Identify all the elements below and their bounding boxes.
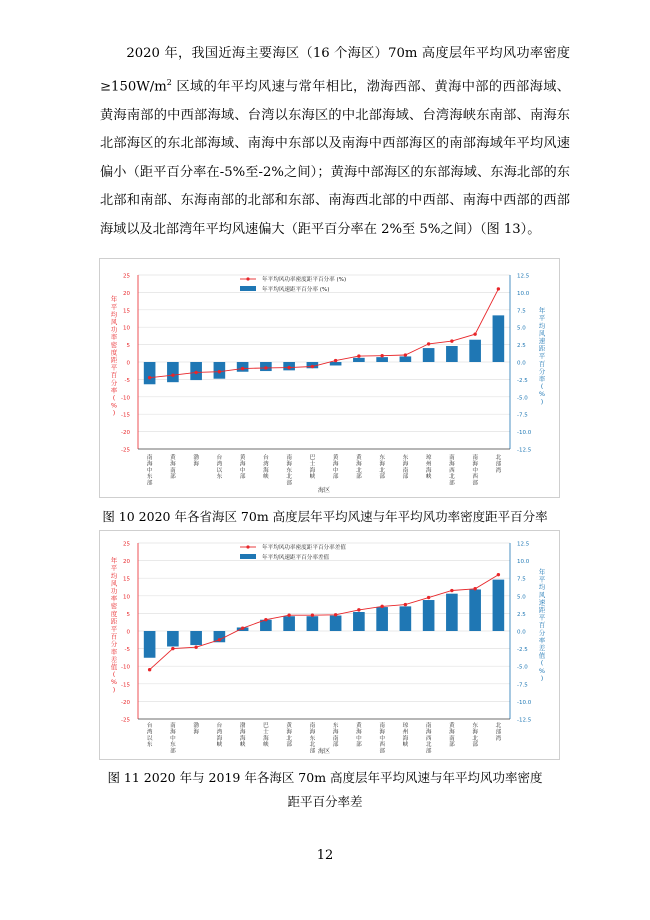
category-label: 黄海中部 xyxy=(356,723,362,749)
left-tick-label: 15 xyxy=(123,576,130,583)
category-label: 南海中东部 xyxy=(146,455,153,487)
bar xyxy=(400,356,412,362)
right-tick-label: 2.5 xyxy=(517,343,526,350)
left-tick-label: -10 xyxy=(121,664,130,671)
category-label: 黄海南部 xyxy=(449,723,455,749)
line-point xyxy=(171,374,174,377)
category-label: 北部湾 xyxy=(495,723,502,742)
category-label: 琼州海峡 xyxy=(402,723,409,749)
line-point xyxy=(311,613,314,616)
legend-line-marker xyxy=(246,545,249,548)
left-tick-label: 5 xyxy=(126,611,130,618)
figure-10-chart xyxy=(99,258,560,498)
right-tick-label: -5.0 xyxy=(517,664,528,671)
right-tick-label: 2.5 xyxy=(517,611,526,618)
line-point xyxy=(450,589,453,592)
right-tick-label: -10.0 xyxy=(517,699,532,706)
line-point xyxy=(194,645,197,648)
left-tick-label: 25 xyxy=(123,273,130,280)
left-tick-label: -25 xyxy=(121,717,130,724)
line-point xyxy=(404,353,407,356)
line-point xyxy=(497,287,500,290)
category-label: 台湾海峡 xyxy=(263,455,269,481)
line-point xyxy=(264,618,267,621)
legend-label: 年平均风功率密度距平百分率 (%) xyxy=(262,277,347,283)
legend-line-marker xyxy=(246,277,249,280)
bar xyxy=(144,631,156,658)
left-tick-label: -20 xyxy=(121,430,130,437)
left-tick-label: -15 xyxy=(121,412,130,419)
category-label: 黄海中部 xyxy=(332,455,339,481)
category-label: 南海中西部 xyxy=(472,455,478,487)
right-tick-label: -2.5 xyxy=(517,377,528,384)
right-tick-label: -7.5 xyxy=(517,682,528,689)
left-tick-label: -5 xyxy=(124,377,130,384)
figure-10-caption: 图 10 2020 年各省海区 70m 高度层年平均风速与年平均风功率密度距平百分率 xyxy=(102,509,548,524)
line-point xyxy=(311,365,314,368)
bar xyxy=(144,362,156,384)
bar xyxy=(353,612,365,631)
right-tick-label: -2.5 xyxy=(517,647,528,654)
line-point xyxy=(241,367,244,370)
left-tick-label: -15 xyxy=(121,682,130,689)
paragraph-text-b: 区域的年平均风速与常年相比，渤海西部、黄海中部的西部海域、黄海南部的中西部海域、台湾以东海区的中北部海域、台湾海峡东南部、南海东北部海区的东北部海域、南海中东部以及南海中西部海区的南部海域年平均风速偏小（距平百分率在-5%至-2%之间）；黄海中部海区的东部海域、东海北部的东北部和南部、东海南部的北部和东部、南海西北部的中西部、南海中西部的西部海域以及北部湾年平均风速偏大（距平百分率在 2%至 5%之间）（图 13）。 xyxy=(100,78,570,237)
category-label: 台湾以东 xyxy=(216,455,223,481)
left-tick-label: 25 xyxy=(123,541,130,548)
category-label: 台湾海峡 xyxy=(216,723,223,749)
line-point xyxy=(194,371,197,374)
category-label: 东海南部 xyxy=(332,723,339,749)
category-label: 巴士海峡 xyxy=(309,455,316,481)
figure-11-svg xyxy=(100,531,559,759)
right-tick-label: 10.0 xyxy=(517,559,530,566)
legend-bar-swatch xyxy=(240,286,256,291)
line-point xyxy=(473,587,476,590)
right-tick-label: 12.5 xyxy=(517,273,530,280)
legend-label: 年平均风速距平百分率 (%) xyxy=(262,287,330,293)
right-tick-label: 10.0 xyxy=(517,290,530,297)
line-point xyxy=(497,573,500,576)
right-tick-label: 0.0 xyxy=(517,360,526,367)
figure-11-chart xyxy=(99,530,560,760)
category-label: 渤海 xyxy=(193,723,199,736)
right-tick-label: -5.0 xyxy=(517,395,528,402)
left-tick-label: 0 xyxy=(126,629,130,636)
line-point xyxy=(473,332,476,335)
bar xyxy=(330,362,342,365)
line-point xyxy=(334,613,337,616)
legend-bar-swatch xyxy=(240,554,256,559)
left-axis-title: 年平均风功率密度距平百分率( % ) xyxy=(110,295,118,418)
line-point xyxy=(357,608,360,611)
right-tick-label: 12.5 xyxy=(517,541,530,548)
page-number: 12 xyxy=(316,848,334,863)
right-tick-label: -12.5 xyxy=(517,717,532,724)
line-point xyxy=(404,603,407,606)
line-point xyxy=(357,354,360,357)
category-label: 南海东北部 xyxy=(309,723,316,755)
line-point xyxy=(218,638,221,641)
line-point xyxy=(450,339,453,342)
category-label: 渤海 xyxy=(193,455,199,468)
line-point xyxy=(380,605,383,608)
category-label: 东海北部 xyxy=(379,455,385,481)
category-label: 南海西北部 xyxy=(449,455,455,487)
left-tick-label: -25 xyxy=(121,447,130,454)
category-label: 东海南部 xyxy=(402,455,409,481)
line-point xyxy=(334,359,337,362)
bar xyxy=(423,348,435,362)
left-tick-label: -5 xyxy=(124,647,130,654)
category-label: 巴士海峡 xyxy=(263,723,269,749)
category-label: 黄海北部 xyxy=(356,455,362,481)
right-tick-label: -12.5 xyxy=(517,447,532,454)
left-tick-label: 10 xyxy=(123,594,130,601)
category-label: 南海西北部 xyxy=(425,723,432,755)
category-label: 黄海南部 xyxy=(170,455,176,481)
left-tick-label: 10 xyxy=(123,325,130,332)
right-axis-title: 年平均风速距平百分率( % ) xyxy=(538,306,546,406)
category-label: 琼州海峡 xyxy=(425,455,432,481)
legend-label: 年平均风功率密度距平百分率差值 xyxy=(262,545,346,551)
category-label: 北部湾 xyxy=(495,455,502,474)
right-tick-label: -7.5 xyxy=(517,412,528,419)
right-tick-label: 7.5 xyxy=(517,308,526,315)
bar xyxy=(330,616,342,631)
bar xyxy=(376,607,388,631)
bar xyxy=(190,631,202,645)
x-axis-title: 海区 xyxy=(317,487,331,494)
line-point xyxy=(380,354,383,357)
right-tick-label: 0.0 xyxy=(517,629,526,636)
category-label: 黄海北部 xyxy=(286,723,292,749)
category-label: 黄海中部 xyxy=(239,455,246,481)
paragraph-superscript: 2 xyxy=(166,77,172,87)
left-axis-title: 年平均风功率密度距平百分率差值( % ) xyxy=(110,556,118,694)
figure-11-caption-line1: 图 11 2020 年与 2019 年各海区 70m 高度层年平均风速与年平均风功率密度 xyxy=(107,770,543,785)
figure-11-caption-line2: 距平百分率差 xyxy=(287,794,363,809)
bar xyxy=(423,600,435,631)
left-tick-label: 5 xyxy=(126,343,130,350)
x-axis-title: 海区 xyxy=(317,748,331,755)
bar xyxy=(493,580,505,631)
right-tick-label: 5.0 xyxy=(517,594,526,601)
line-point xyxy=(241,626,244,629)
category-label: 南海中西部 xyxy=(379,723,385,755)
line-point xyxy=(148,668,151,671)
left-tick-label: -10 xyxy=(121,395,130,402)
bar xyxy=(469,340,481,362)
left-tick-label: 15 xyxy=(123,308,130,315)
line-point xyxy=(148,376,151,379)
bar xyxy=(167,362,179,382)
bar xyxy=(376,357,388,362)
paragraph-text-a: 2020 年，我国近海主要海区（16 个海区）70m 高度层年平均风功率密度≥150W/m xyxy=(100,46,570,94)
right-tick-label: -10.0 xyxy=(517,430,532,437)
bar xyxy=(400,606,412,631)
line-point xyxy=(427,342,430,345)
bar xyxy=(446,594,458,631)
bar xyxy=(469,589,481,631)
category-label: 渤海海峡 xyxy=(239,723,246,749)
line-point xyxy=(427,596,430,599)
body-paragraph xyxy=(100,40,570,245)
line-point xyxy=(264,366,267,369)
left-tick-label: 20 xyxy=(123,290,130,297)
legend-label: 年平均风速距平百分率差值 xyxy=(262,555,330,561)
line-point xyxy=(287,613,290,616)
bar xyxy=(493,315,505,362)
category-label: 东海北部 xyxy=(472,723,478,749)
right-axis-title: 年平均风速距平百分率差值( % ) xyxy=(538,568,546,683)
line-point xyxy=(171,647,174,650)
figure-10-svg xyxy=(100,259,559,497)
bar xyxy=(167,631,179,646)
line-point xyxy=(287,366,290,369)
right-tick-label: 7.5 xyxy=(517,576,526,583)
category-label: 南海东北部 xyxy=(286,455,292,487)
bar xyxy=(307,616,319,631)
left-tick-label: -20 xyxy=(121,699,130,706)
right-tick-label: 5.0 xyxy=(517,325,526,332)
left-tick-label: 0 xyxy=(126,360,130,367)
bar xyxy=(353,358,365,362)
bar xyxy=(283,616,295,631)
line-point xyxy=(218,370,221,373)
left-tick-label: 20 xyxy=(123,559,130,566)
category-label: 南海中东部 xyxy=(170,723,176,755)
bar xyxy=(446,346,458,362)
category-label: 台湾以东 xyxy=(146,723,153,749)
